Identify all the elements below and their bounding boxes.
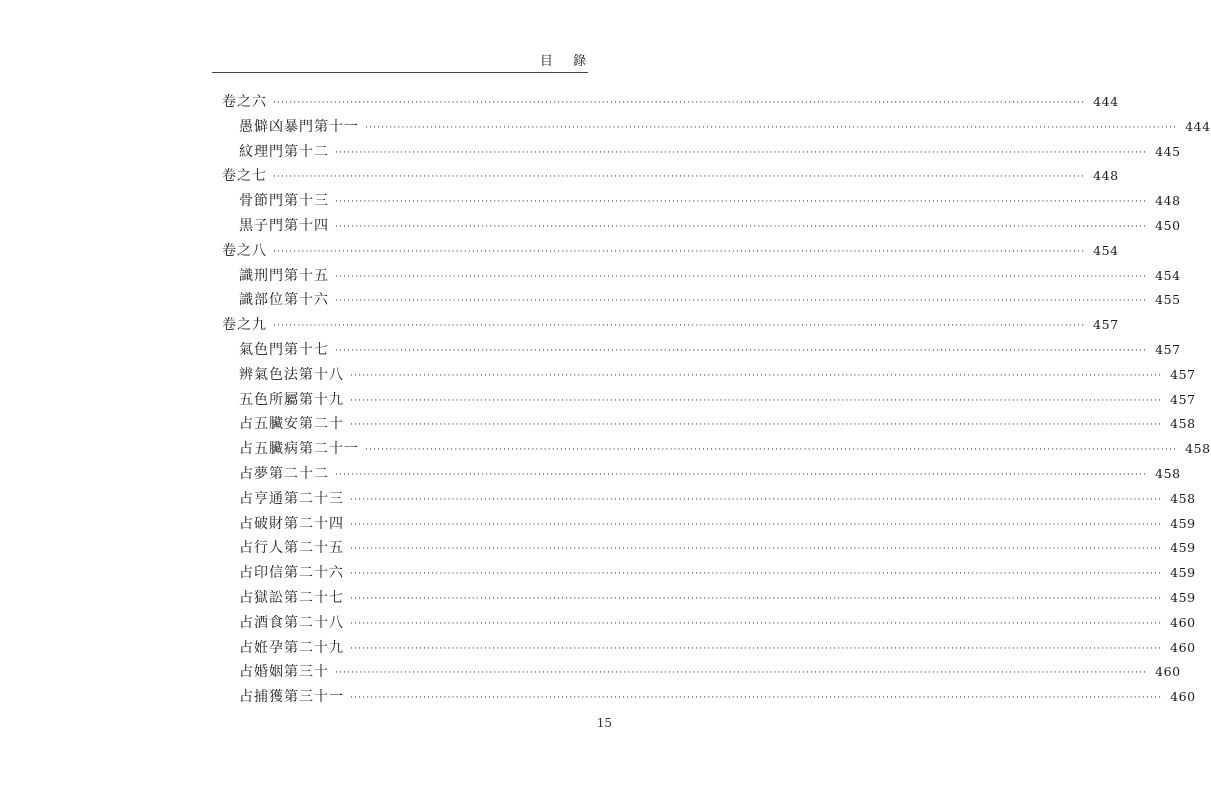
toc-volume-entry — [222, 90, 1119, 115]
dot-leader: ········································································································································································································ — [350, 519, 1163, 530]
dot-leader: ········································································································································································································ — [350, 395, 1163, 406]
dot-leader: ········································································································································································································ — [335, 197, 1148, 208]
toc-entry-page: 458 — [1155, 465, 1181, 481]
toc-entry-title: 識部位第十六 — [239, 292, 329, 309]
toc-entry-title: 愚僻凶暴門第十一 — [239, 118, 359, 135]
dot-leader: ········································································································································································································ — [335, 345, 1148, 356]
toc-subentry — [222, 338, 1181, 363]
toc-subentry — [222, 561, 1196, 586]
dot-leader: ········································································································································································································ — [273, 172, 1086, 183]
toc-entry-title: 占五臟病第二十一 — [239, 441, 359, 458]
toc-entry-page: 450 — [1155, 217, 1181, 233]
toc-entry-title: 卷之六 — [222, 94, 267, 110]
toc-entry-page: 457 — [1155, 341, 1181, 357]
toc-entry-page: 458 — [1170, 416, 1196, 432]
toc-entry-page: 444 — [1185, 118, 1211, 134]
toc-subentry — [222, 512, 1196, 537]
toc-entry-page: 444 — [1093, 94, 1119, 109]
toc-subentry — [222, 264, 1181, 289]
dot-leader: ········································································································································································································ — [350, 593, 1163, 604]
toc-entry-title: 紋理門第十二 — [239, 143, 329, 160]
toc-entry-page: 460 — [1170, 639, 1196, 655]
toc-entry-title: 卷之九 — [222, 317, 267, 334]
toc-entry-page: 457 — [1170, 366, 1196, 382]
toc-entry-title: 識刑門第十五 — [239, 267, 329, 284]
toc-entry-title: 占五臟安第二十 — [239, 416, 344, 433]
toc-entry-title: 占捕獲第三十一 — [239, 689, 344, 706]
dot-leader: ········································································································································································································ — [350, 618, 1163, 629]
toc-subentry — [222, 115, 1211, 140]
toc-entry-page: 454 — [1155, 267, 1181, 283]
toc-subentry — [222, 487, 1196, 512]
toc-subentry — [222, 462, 1181, 487]
toc-subentry — [222, 189, 1181, 214]
toc-entry-page: 445 — [1155, 143, 1181, 159]
toc-entry-page: 457 — [1093, 317, 1119, 333]
toc-entry-page: 460 — [1155, 664, 1181, 680]
toc-entry-title: 占亨通第二十三 — [239, 490, 344, 507]
toc-subentry — [222, 685, 1196, 710]
dot-leader: ········································································································································································································ — [365, 122, 1178, 133]
running-title: 目 錄 — [539, 54, 594, 69]
toc-subentry — [222, 412, 1196, 437]
dot-leader: ········································································································································································································ — [335, 147, 1148, 158]
toc-subentry — [222, 636, 1196, 661]
toc-entry-title: 卷之七 — [222, 168, 267, 185]
toc-entry-title: 占夢第二十二 — [239, 465, 329, 482]
toc-entry-title: 占酒食第二十八 — [239, 614, 344, 631]
toc-entry-title: 占破財第二十四 — [239, 515, 344, 532]
dot-leader: ········································································································································································································ — [350, 420, 1163, 431]
dot-leader: ········································································································································································································ — [350, 494, 1163, 505]
toc-volume-entry — [222, 239, 1119, 264]
toc-entry-title: 氣色門第十七 — [239, 341, 329, 358]
toc-entry-title: 黒子門第十四 — [239, 217, 329, 234]
toc-entry-page: 448 — [1093, 168, 1119, 184]
toc-entry-title: 占印信第二十六 — [239, 565, 344, 582]
toc-subentry — [222, 363, 1196, 388]
toc-subentry — [222, 140, 1181, 165]
toc-entry-page: 454 — [1093, 242, 1119, 258]
toc-subentry — [222, 388, 1196, 413]
toc-entry-title: 占婚姻第三十 — [239, 664, 329, 681]
toc-entry-page: 459 — [1170, 540, 1196, 556]
toc-volume-entry — [222, 313, 1119, 338]
dot-leader: ········································································································································································································ — [350, 569, 1163, 580]
toc-entry-title: 占行人第二十五 — [239, 540, 344, 557]
dot-leader: ········································································································································································································ — [273, 321, 1086, 332]
toc-entry-title: 占姙孕第二十九 — [239, 639, 344, 656]
toc-entry-page: 459 — [1170, 515, 1196, 531]
toc-entry-page: 448 — [1155, 193, 1181, 209]
dot-leader: ········································································································································································································ — [350, 643, 1163, 654]
dot-leader: ········································································································································································································ — [365, 445, 1178, 456]
dot-leader: ········································································································································································································ — [335, 469, 1148, 480]
toc-subentry — [222, 288, 1181, 313]
dot-leader: ········································································································································································································ — [350, 693, 1163, 704]
dot-leader: ········································································································································································································ — [350, 370, 1163, 381]
toc-entry-page: 457 — [1170, 391, 1196, 407]
toc-entry-title: 占獄訟第二十七 — [239, 589, 344, 606]
toc-subentry — [222, 437, 1211, 462]
toc-subentry — [222, 536, 1196, 561]
toc-subentry — [222, 214, 1181, 239]
toc-entry-page: 460 — [1170, 614, 1196, 630]
toc-entry-page: 455 — [1155, 292, 1181, 308]
toc-volume-entry — [222, 164, 1119, 189]
dot-leader: ········································································································································································································ — [335, 296, 1148, 307]
table-of-contents — [222, 90, 1211, 710]
toc-entry-title: 卷之八 — [222, 242, 267, 259]
toc-entry-page: 458 — [1185, 441, 1211, 457]
dot-leader: ········································································································································································································ — [273, 98, 1086, 108]
dot-leader: ········································································································································································································ — [335, 271, 1148, 282]
dot-leader: ········································································································································································································ — [273, 246, 1086, 257]
dot-leader: ········································································································································································································ — [350, 544, 1163, 555]
toc-entry-title: 五色所屬第十九 — [239, 391, 344, 408]
dot-leader: ········································································································································································································ — [335, 221, 1148, 232]
toc-subentry — [222, 660, 1181, 685]
toc-entry-page: 459 — [1170, 589, 1196, 605]
toc-entry-page: 460 — [1170, 689, 1196, 705]
toc-entry-title: 骨節門第十三 — [239, 193, 329, 210]
toc-subentry — [222, 611, 1196, 636]
toc-entry-page: 459 — [1170, 565, 1196, 581]
dot-leader: ········································································································································································································ — [335, 668, 1148, 679]
toc-entry-title: 辨氣色法第十八 — [239, 366, 344, 383]
running-head — [212, 50, 594, 73]
toc-entry-page: 458 — [1170, 490, 1196, 506]
page-number: 15 — [596, 716, 612, 730]
toc-subentry — [222, 586, 1196, 611]
